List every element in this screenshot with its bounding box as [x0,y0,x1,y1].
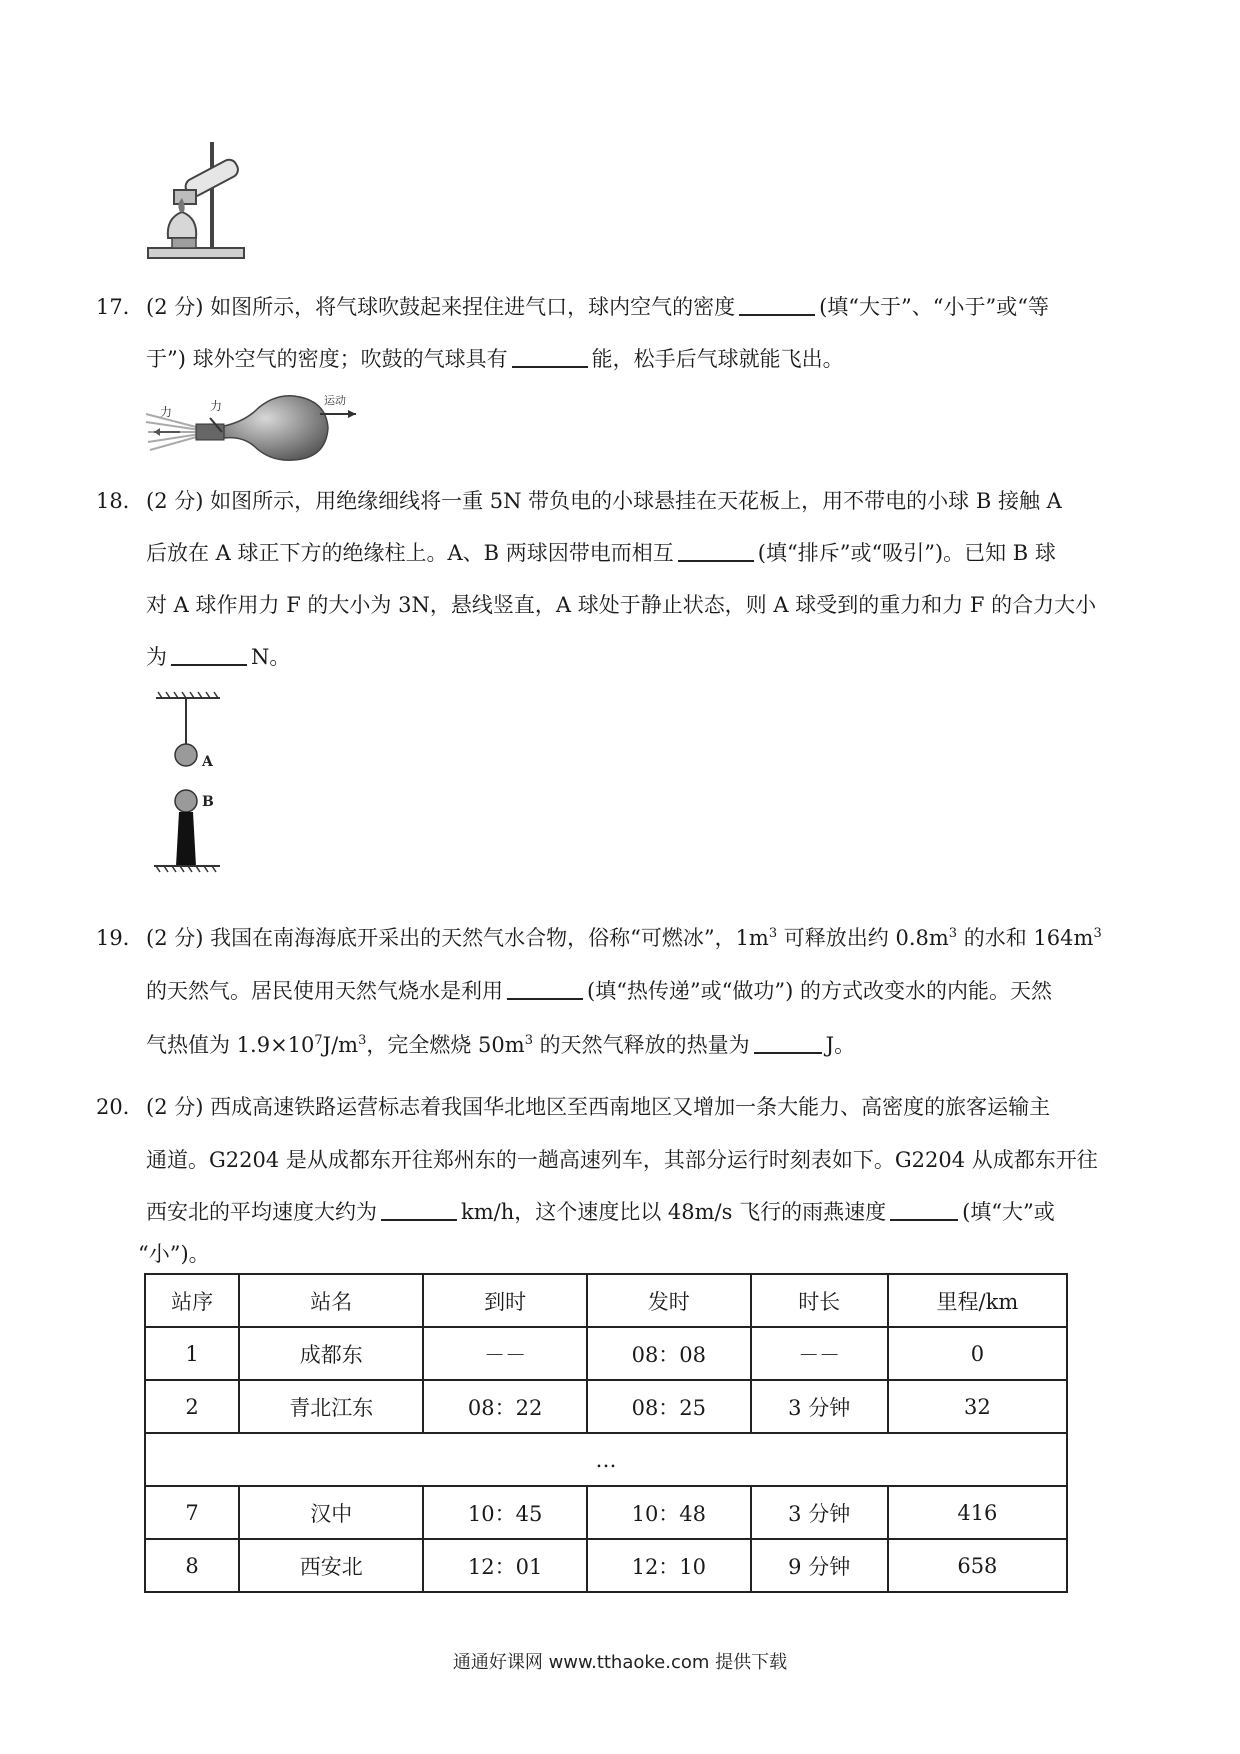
table-cell: 10：45 [423,1486,587,1539]
table-row [145,1486,1067,1539]
q18-line-1: 18． (2 分) 如图所示，用绝缘细线将一重 5N 带负电的小球悬挂在天花板上，用不带电的小球 B 接触 A [146,486,1062,516]
table-cell: 12：01 [423,1539,587,1592]
q17-blank-1[interactable] [739,294,815,316]
q20-number: 20． [96,1095,144,1119]
force-label-1: 力 [160,405,173,419]
table-cell: 9 分钟 [751,1539,888,1592]
table-cell: 3 分钟 [751,1486,888,1539]
table-cell: 2 [145,1380,239,1433]
motion-label: 运动 [324,394,346,407]
table-cell: 1 [145,1327,239,1380]
table-cell: 0 [888,1327,1067,1380]
q20-line-3: 西安北的平均速度大约为 km/h，这个速度比以 48m/s 飞行的雨燕速度 (填“大”或 [146,1200,1055,1224]
table-cell: 青北江东 [239,1380,423,1433]
balloon-figure [144,388,364,466]
charged-balls-figure [150,690,250,880]
table-cell: －－ [423,1327,587,1380]
q17-blank-2[interactable] [512,346,588,368]
q19-blank-1[interactable] [507,978,583,1000]
table-row [145,1327,1067,1380]
q17-number: 17． [96,295,144,319]
q17-line-1: 17． (2 分) 如图所示，将气球吹鼓起来捏住进气口，球内空气的密度 (填“大于”、“小于”或“等 [146,292,1049,322]
table-cell: 8 [145,1539,239,1592]
table-cell: 10：48 [587,1486,751,1539]
table-cell: 西安北 [239,1539,423,1592]
page-footer: 通通好课网 www.tthaoke.com 提供下载 [452,1652,788,1673]
table-header: 里程/km [888,1274,1067,1327]
q17-line-2: 于”) 球外空气的密度；吹鼓的气球具有 能，松手后气球就能飞出。 [146,347,844,371]
q18-line-4: 为 N。 [146,645,291,669]
q19-blank-2[interactable] [754,1032,822,1054]
table-cell: 成都东 [239,1327,423,1380]
q18-blank-2[interactable] [171,644,247,666]
ball-a-label: A [202,754,213,770]
table-header: 发时 [587,1274,751,1327]
table-cell: 7 [145,1486,239,1539]
q19-line-1: 19． (2 分) 我国在南海海底开采出的天然气水合物，俗称“可燃冰”，$1m^3$ 可释放出约 $0.8m^3$ 的水和 $164m^3$ [146,923,1102,953]
q20-line-2: 通道。G2204 是从成都东开往郑州东的一趟高速列车，其部分运行时刻表如下。G2204 从成都东开往 [146,1148,1098,1172]
table-cell: 08：25 [587,1380,751,1433]
table-cell: 416 [888,1486,1067,1539]
q18-line-3: 对 A 球作用力 F 的大小为 3N，悬线竖直，A 球处于静止状态，则 A 球受到的重力和力 F 的合力大小 [146,593,1097,617]
ball-b-label: B [202,794,214,810]
table-cell: 658 [888,1539,1067,1592]
table-row [145,1539,1067,1592]
table-cell: 08：08 [587,1327,751,1380]
table-cell: 3 分钟 [751,1380,888,1433]
q18-blank-1[interactable] [678,540,754,562]
q18-line-2: 后放在 A 球正下方的绝缘柱上。A、B 两球因带电而相互 (填“排斥”或“吸引”)。已知 B 球 [146,541,1056,565]
table-cell: 08：22 [423,1380,587,1433]
q18-number: 18． [96,489,144,513]
table-cell: 32 [888,1380,1067,1433]
force-label-2: 力 [210,399,223,413]
q20-line-4: “小”)。 [138,1242,210,1266]
q20-blank-2[interactable] [890,1199,958,1221]
table-header: 站序 [145,1274,239,1327]
q20-blank-1[interactable] [381,1199,457,1221]
q20-line-1: 20． (2 分) 西成高速铁路运营标志着我国华北地区至西南地区又增加一条大能力、高密度的旅客运输主 [146,1092,1050,1122]
train-timetable [144,1273,1068,1593]
table-row [145,1380,1067,1433]
apparatus-figure [146,140,266,262]
table-header: 时长 [751,1274,888,1327]
q19-line-3: 气热值为 $1.9\times 10^7J/m^3$，完全燃烧 $50m^3$ 的天然气释放的热量为 J。 [146,1033,856,1057]
table-header: 站名 [239,1274,423,1327]
table-cell: 12：10 [587,1539,751,1592]
table-ellipsis: … [145,1433,1067,1486]
q19-number: 19． [96,926,144,950]
table-ellipsis-row [145,1433,1067,1486]
table-header-row [145,1274,1067,1327]
q19-line-2: 的天然气。居民使用天然气烧水是利用 (填“热传递”或“做功”) 的方式改变水的内能。天然 [146,979,1053,1003]
table-cell: －－ [751,1327,888,1380]
table-cell: 汉中 [239,1486,423,1539]
table-header: 到时 [423,1274,587,1327]
